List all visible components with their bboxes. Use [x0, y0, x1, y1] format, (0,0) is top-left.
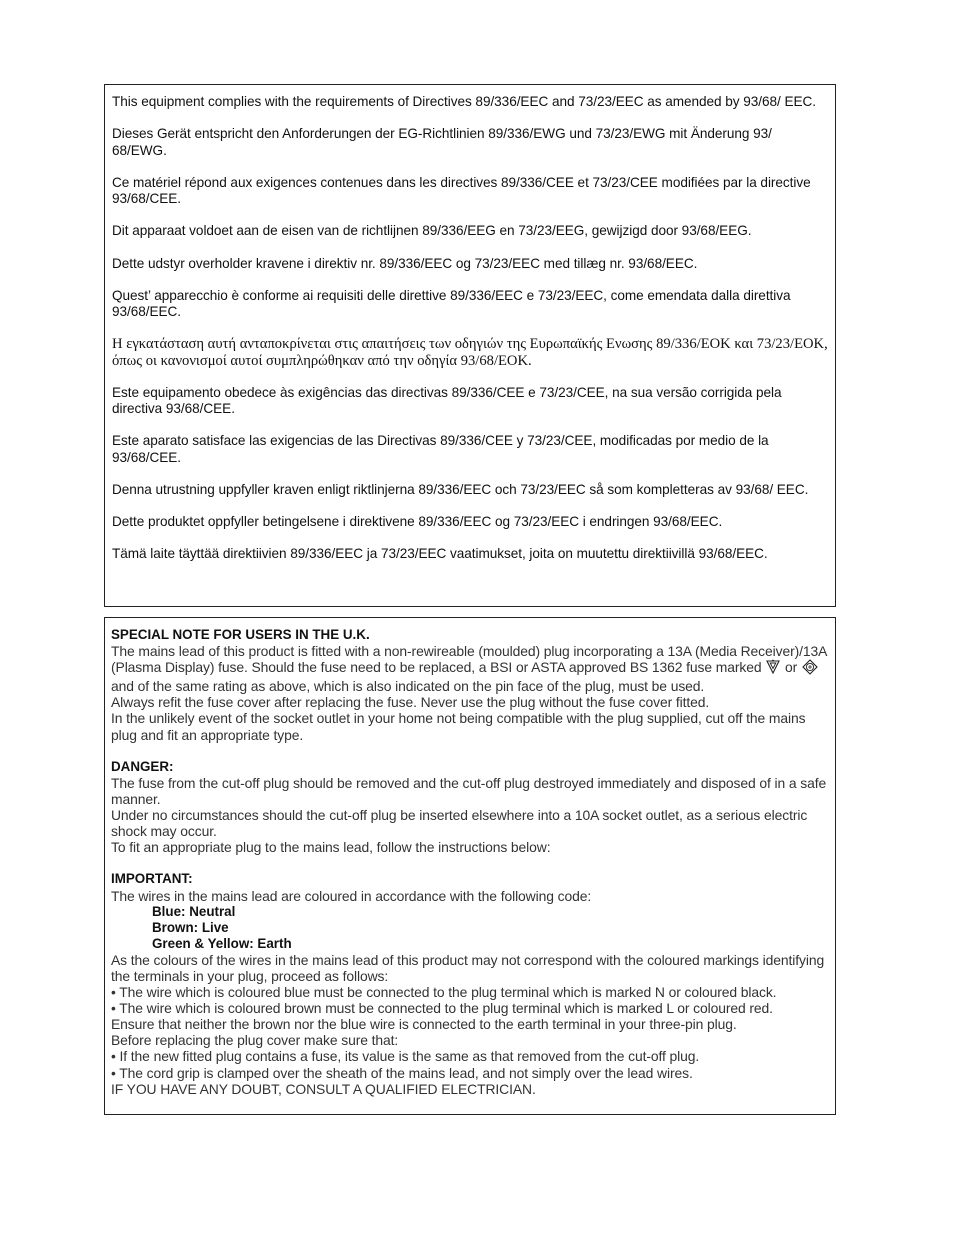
fuse-text-or: or [785, 659, 798, 676]
refit-fuse-text: Always refit the fuse cover after replacing the fuse. Never use the plug without the fuse cover fitted. [111, 694, 710, 711]
bullet-blue-wire: • The wire which is coloured blue must be connected to the plug terminal which is marked N or coloured black. [111, 984, 777, 1001]
wire-code-neutral: Blue: Neutral [152, 903, 236, 919]
directive-nl: Dit apparaat voldoet aan de eisen van de richtlijnen 89/336/EEG en 73/23/EEG, gewijzigd door 93/68/EEG. [112, 223, 752, 239]
directive-de: Dieses Gerät entspricht den Anforderungen der EG-Richtlinien 89/336/EWG und 73/23/EWG mit Änderung 93/ 68/EWG. [112, 126, 772, 158]
important-heading: IMPORTANT: [111, 871, 193, 887]
fuse-text-after: and of the same rating as above, which is also indicated on the pin face of the plug, must be used. [111, 678, 705, 695]
fuse-text-before: The mains lead of this product is fitted with a non-rewireable (moulded) plug incorporating a 13A (Media Receiver)/13A (Plasma Display) fuse. Should the fuse need to be replaced, a BSI or ASTA approved BS 1362 fuse marked [111, 643, 827, 676]
socket-text: In the unlikely event of the socket outlet in your home not being compatible with the plug supplied, cut off the mains plug and fit an appropriate type. [111, 710, 806, 743]
bullet-fuse-value: • If the new fitted plug contains a fuse, its value is the same as that removed from the cut-off plug. [111, 1048, 700, 1065]
danger-text-1: The fuse from the cut-off plug should be removed and the cut-off plug destroyed immediately and disposed of in a safe manner. [111, 774, 827, 807]
colours-note-text: As the colours of the wires in the mains lead of this product may not correspond with the coloured markings identifying the terminals in your plug, proceed as follows: [111, 951, 825, 984]
directive-pt: Este equipamento obedece às exigências das directivas 89/336/CEE e 73/23/CEE, na sua versão corrigida pela directiva 93/68/CEE. [112, 384, 782, 417]
directive-en: This equipment complies with the requirements of Directives 89/336/EEC and 73/23/EEC as amended by 93/68/ EEC. [112, 94, 817, 109]
directive-no: Dette produktet oppfyller betingelsene i direktivene 89/336/EEC og 73/23/EEC i endringen 93/68/EEC. [112, 514, 723, 530]
wire-code-earth: Green & Yellow: Earth [152, 935, 292, 951]
directive-el: Η εγκατάσταση αυτή ανταποκρίνεται στις απαιτήσεις των οδηγιών της Ευρωπαϊκής Ενωσης 89/336/ΕΟΚ και 73/23/ΕΟΚ, όπως οι κανονισμοί αυτοί συμπληρώθηκαν από την οδηγία 93/68/ΕΟΚ. [112, 336, 828, 369]
directive-it: Quest’ apparecchio è conforme ai requisiti delle direttive 89/336/EEC e 73/23/EEC, come emendata dalla direttiva 93/68/EEC. [112, 287, 791, 320]
before-replacing-text: Before replacing the plug cover make sure that: [111, 1032, 399, 1049]
danger-text-3: To fit an appropriate plug to the mains lead, follow the instructions below: [111, 839, 551, 856]
directive-da: Dette udstyr overholder kravene i direktiv nr. 89/336/EEC og 73/23/EEC med tillæg nr. 93/68/EEC. [112, 255, 698, 271]
uk-note-heading: SPECIAL NOTE FOR USERS IN THE U.K. [111, 627, 370, 642]
bullet-brown-wire: • The wire which is coloured brown must be connected to the plug terminal which is marked L or coloured red. [111, 1000, 773, 1017]
danger-heading: DANGER: [111, 758, 174, 774]
wire-code-live: Brown: Live [152, 919, 229, 935]
doubt-warning-text: IF YOU HAVE ANY DOUBT, CONSULT A QUALIFIED ELECTRICIAN. [111, 1080, 536, 1097]
wires-intro-text: The wires in the mains lead are coloured in accordance with the following code: [111, 887, 592, 904]
bsi-mark-icon [802, 659, 818, 678]
bullet-cord-grip: • The cord grip is clamped over the sheath of the mains lead, and not simply over the lead wires. [111, 1064, 693, 1081]
directive-fr: Ce matériel répond aux exigences contenues dans les directives 89/336/CEE et 73/23/CEE modifiées par la directive 93/68/CEE. [112, 174, 811, 206]
fuse-paragraph [111, 643, 829, 694]
uk-special-note-box [104, 617, 836, 1115]
directive-fi: Tämä laite täyttää direktiivien 89/336/EEC ja 73/23/EEC vaatimukset, joita on muutettu direktiivillä 93/68/EEC. [112, 546, 768, 562]
directives-compliance-box [104, 84, 836, 607]
directive-es: Este aparato satisface las exigencias de las Directivas 89/336/CEE y 73/23/CEE, modificadas por medio de la 93/68/CEE. [112, 433, 769, 465]
ensure-text: Ensure that neither the brown nor the blue wire is connected to the earth terminal in your three-pin plug. [111, 1016, 737, 1033]
danger-text-2: Under no circumstances should the cut-off plug be inserted elsewhere into a 10A socket outlet, as a serious electric shock may occur. [111, 807, 808, 840]
asta-mark-icon [766, 659, 780, 678]
directive-sv: Denna utrustning uppfyller kraven enligt riktlinjerna 89/336/EEC och 73/23/EEC så som kompletteras av 93/68/ EEC. [112, 481, 809, 497]
